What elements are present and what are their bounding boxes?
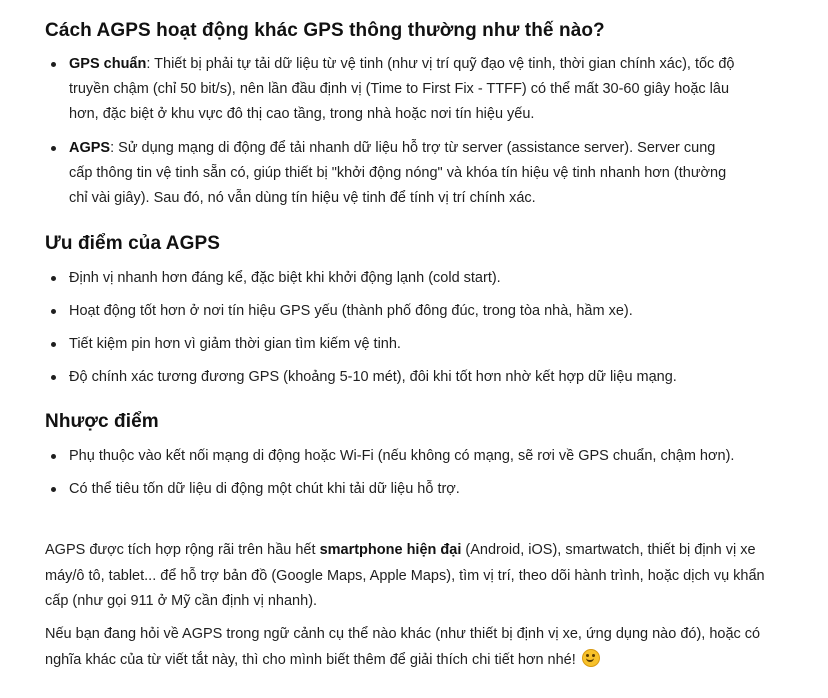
list-how-agps-works	[45, 52, 735, 211]
list-item: Định vị nhanh hơn đáng kể, đặc biệt khi khởi động lạnh (cold start).	[45, 266, 765, 291]
list-item: Tiết kiệm pin hơn vì giảm thời gian tìm kiếm vệ tinh.	[45, 332, 765, 357]
list-item	[45, 52, 735, 127]
list-item: Có thể tiêu tốn dữ liệu di động một chút khi tải dữ liệu hỗ trợ.	[45, 477, 735, 502]
desc-agps: : Sử dụng mạng di động để tải nhanh dữ liệu hỗ trợ từ server (assistance server). Server cung cấp thông tin vệ tinh sẵn có, giúp thiết bị "khởi động nóng" và khóa tín hiệu vệ tinh nhanh hơn (thường chỉ vài giây). Sau đó, nó vẫn dùng tín hiệu vệ tinh để tính vị trí chính xác.	[69, 140, 727, 206]
list-item: Hoạt động tốt hơn ở nơi tín hiệu GPS yếu (thành phố đông đúc, trong tòa nhà, hầm xe).	[45, 299, 765, 324]
paragraph-agps-usage-bold: smartphone hiện đại	[319, 542, 462, 558]
paragraph-follow-up-text: Nếu bạn đang hỏi về AGPS trong ngữ cảnh cụ thể nào khác (như thiết bị định vị xe, ứng dụng nào đó), hoặc có nghĩa khác của từ viết tắt này, thì cho mình biết thêm để giải thích chi tiết hơn nhé!	[45, 626, 761, 668]
list-item: Phụ thuộc vào kết nối mạng di động hoặc Wi-Fi (nếu không có mạng, sẽ rơi về GPS chuẩn, chậm hơn).	[45, 444, 735, 469]
term-gps-standard: GPS chuẩn	[69, 56, 147, 72]
heading-agps-pros: Ưu điểm của AGPS	[45, 233, 221, 254]
heading-agps-cons: Nhược điểm	[45, 411, 159, 432]
list-agps-pros	[45, 266, 765, 390]
list-item	[45, 136, 735, 211]
list-item: Độ chính xác tương đương GPS (khoảng 5-10 mét), đôi khi tốt hơn nhờ kết hợp dữ liệu mạng.	[45, 365, 765, 390]
desc-gps-standard: : Thiết bị phải tự tải dữ liệu từ vệ tinh (như vị trí quỹ đạo vệ tinh, thời gian chính xác), tốc độ truyền chậm (chỉ 50 bit/s), nên lần đầu định vị (Time to First Fix - TTFF) có thể mất 30-60 giây hoặc lâu hơn, đặc biệt ở khu vực đô thị cao tầng, trong nhà hoặc nơi tín hiệu yếu.	[69, 56, 735, 122]
paragraph-agps-usage	[45, 538, 765, 615]
paragraph-follow-up	[45, 622, 765, 673]
smiling-face-emoji-icon	[582, 649, 600, 667]
list-agps-cons	[45, 444, 735, 502]
term-agps: AGPS	[69, 140, 111, 156]
paragraph-agps-usage-start: AGPS được tích hợp rộng rãi trên hầu hết	[45, 542, 320, 558]
heading-how-agps-works: Cách AGPS hoạt động khác GPS thông thường như thế nào?	[45, 20, 605, 41]
paragraph-agps-usage-end: (Android, iOS), smartwatch, thiết bị định vị xe máy/ô tô, tablet... để hỗ trợ bản đồ (Google Maps, Apple Maps), tìm vị trí, theo dõi hành trình, hoặc dịch vụ khẩn cấp (như gọi 911 ở Mỹ cần định vị nhanh).	[45, 542, 765, 609]
